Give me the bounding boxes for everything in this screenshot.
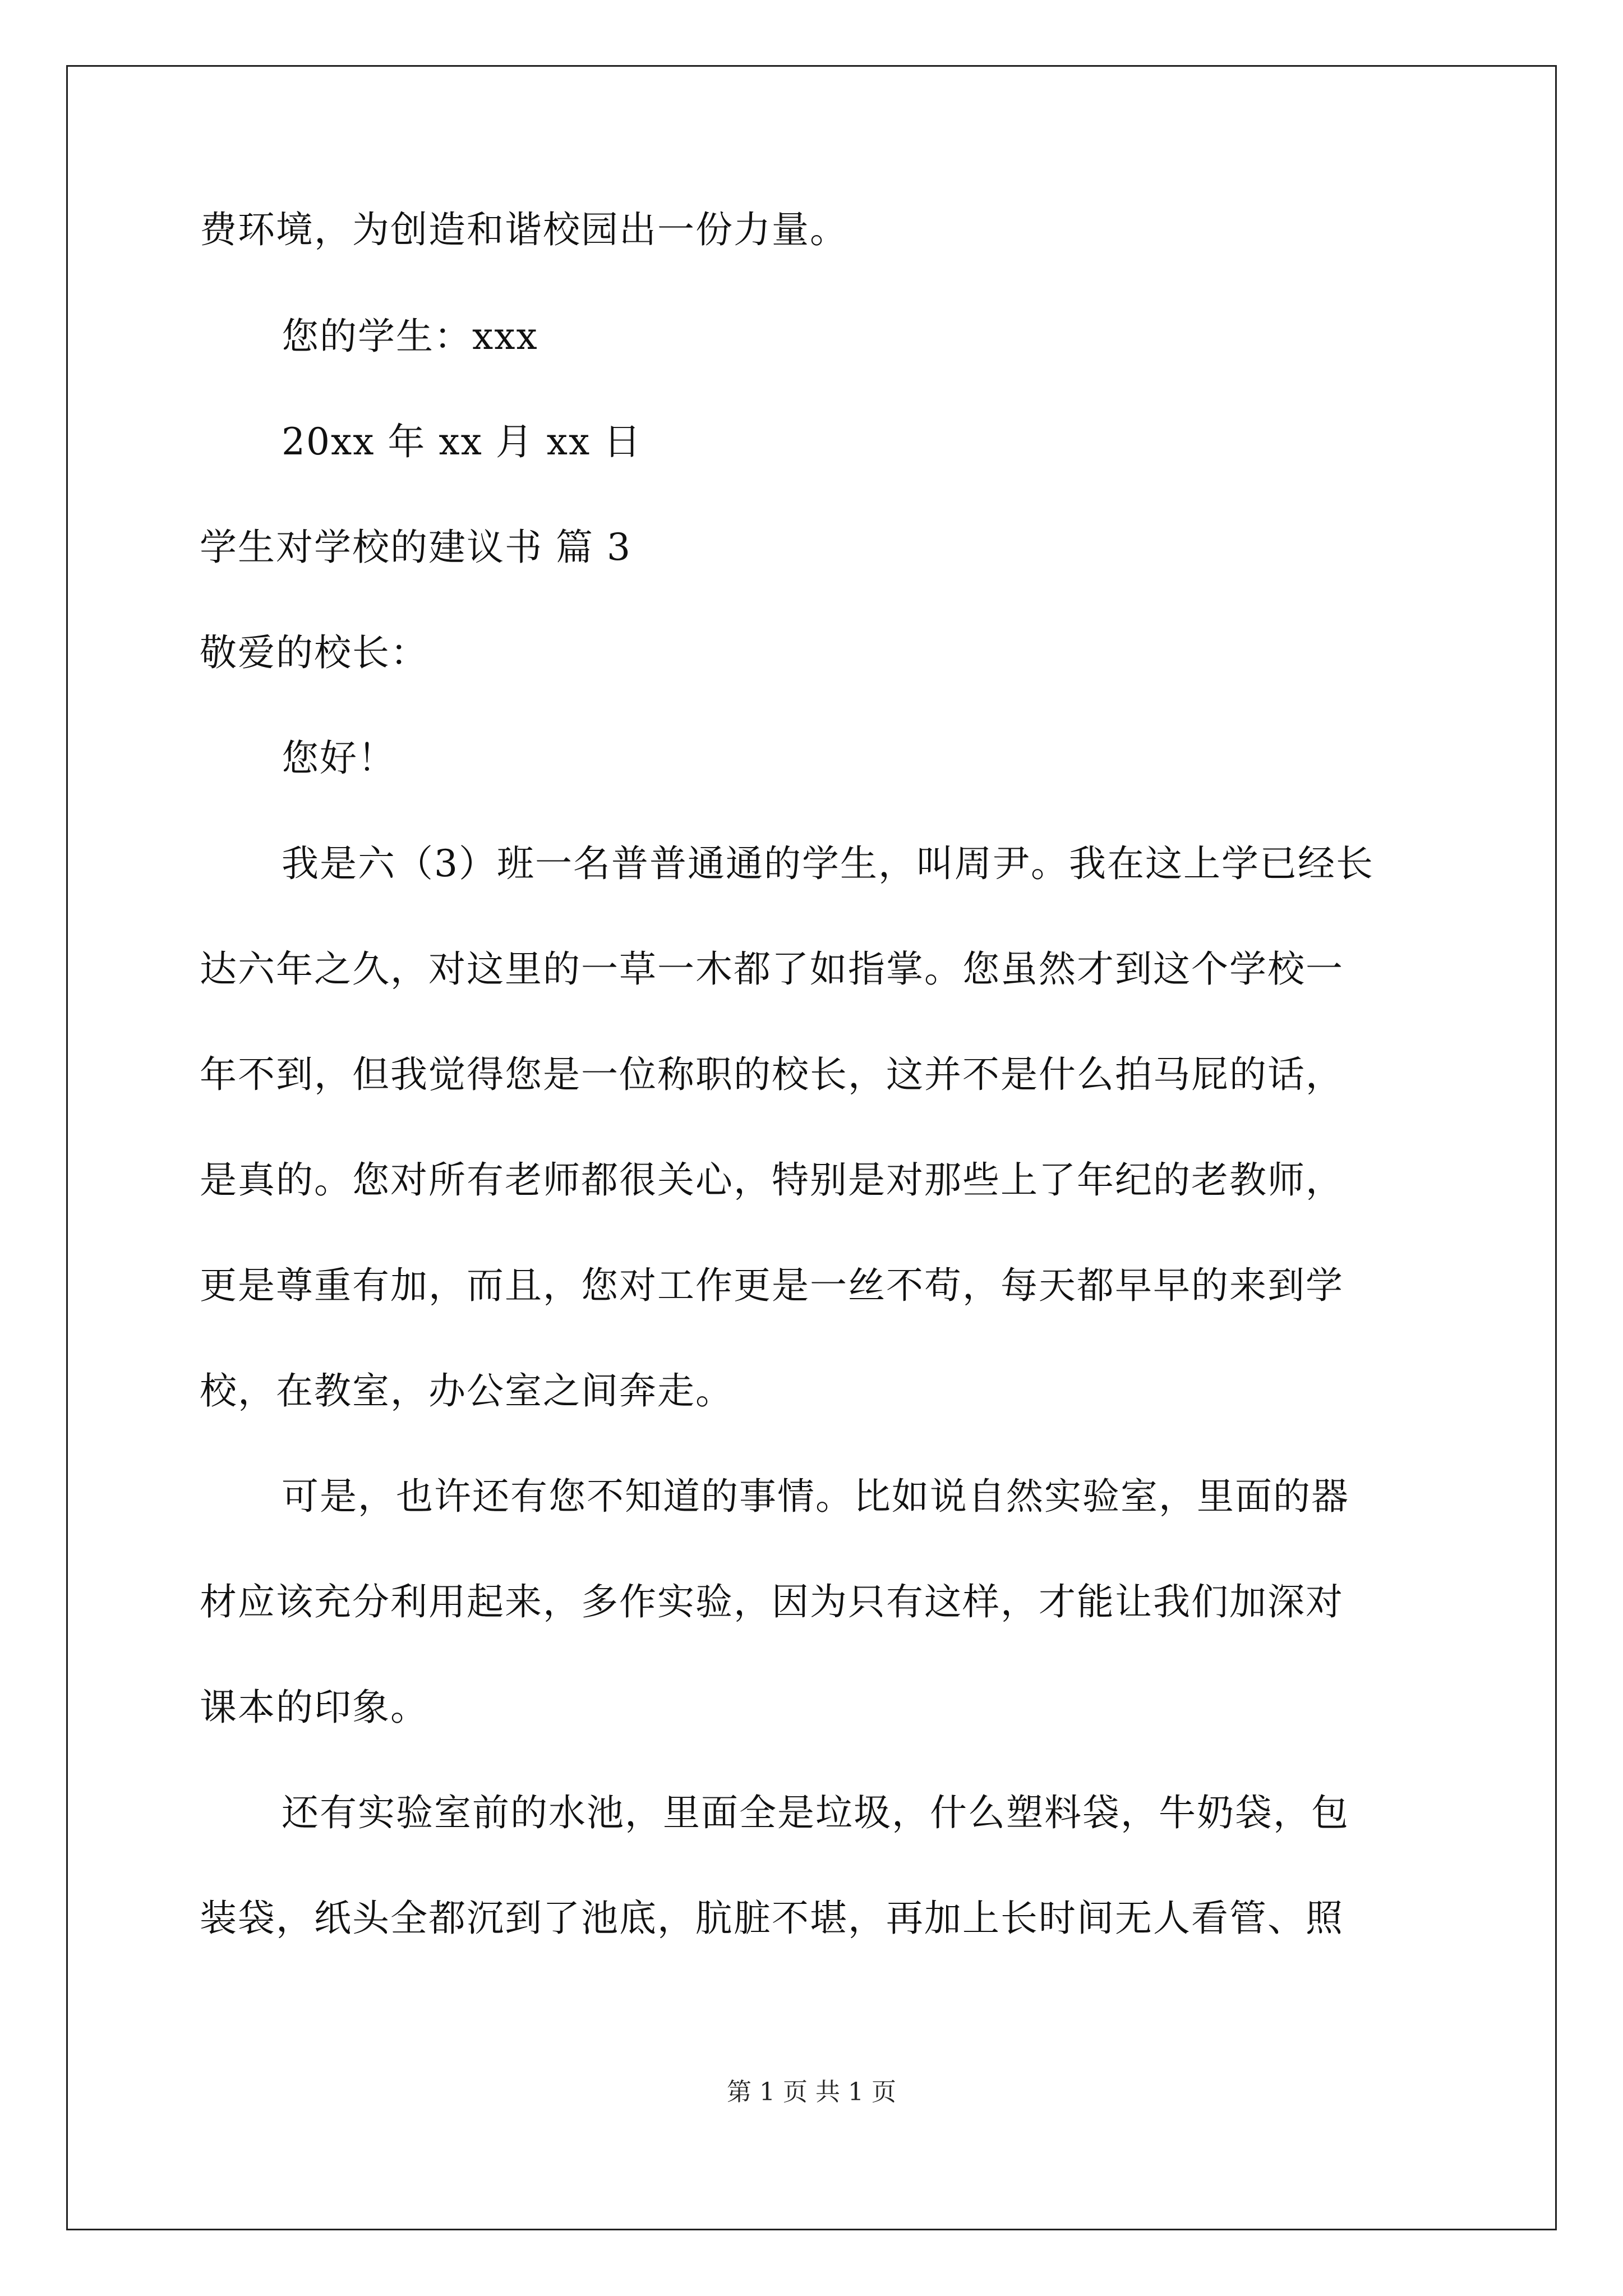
- section-title: 学生对学校的建议书 篇 3: [200, 526, 631, 569]
- salutation: 敬爱的校长：: [200, 631, 428, 674]
- signature-line: 您的学生：xxx: [282, 315, 538, 358]
- text-line: 费环境，为创造和谐校园出一份力量。: [200, 208, 848, 251]
- paragraph-line: 材应该充分利用起来，多作实验，因为只有这样，才能让我们加深对: [200, 1580, 1344, 1623]
- paragraph-line: 课本的印象。: [200, 1686, 428, 1729]
- paragraph-line: 装袋，纸头全都沉到了池底，肮脏不堪，再加上长时间无人看管、照: [200, 1897, 1344, 1940]
- page-number-footer: 第 1 页 共 1 页: [727, 2078, 896, 2106]
- paragraph-line: 我是六（3）班一名普普通通的学生，叫周尹。我在这上学已经长: [282, 842, 1374, 885]
- greeting: 您好！: [282, 737, 396, 780]
- paragraph-line: 是真的。您对所有老师都很关心，特别是对那些上了年纪的老教师，: [200, 1158, 1344, 1202]
- date-line: 20xx 年 xx 月 xx 日: [282, 420, 642, 463]
- paragraph-line: 可是，也许还有您不知道的事情。比如说自然实验室，里面的器: [282, 1475, 1349, 1518]
- paragraph-line: 达六年之久，对这里的一草一木都了如指掌。您虽然才到这个学校一: [200, 947, 1344, 991]
- paragraph-line: 校，在教室，办公室之间奔走。: [200, 1369, 734, 1412]
- paragraph-line: 年不到，但我觉得您是一位称职的校长，这并不是什么拍马屁的话，: [200, 1053, 1344, 1096]
- paragraph-line: 更是尊重有加，而且，您对工作更是一丝不苟，每天都早早的来到学: [200, 1264, 1344, 1307]
- paragraph-line: 还有实验室前的水池，里面全是垃圾，什么塑料袋，牛奶袋，包: [282, 1791, 1349, 1834]
